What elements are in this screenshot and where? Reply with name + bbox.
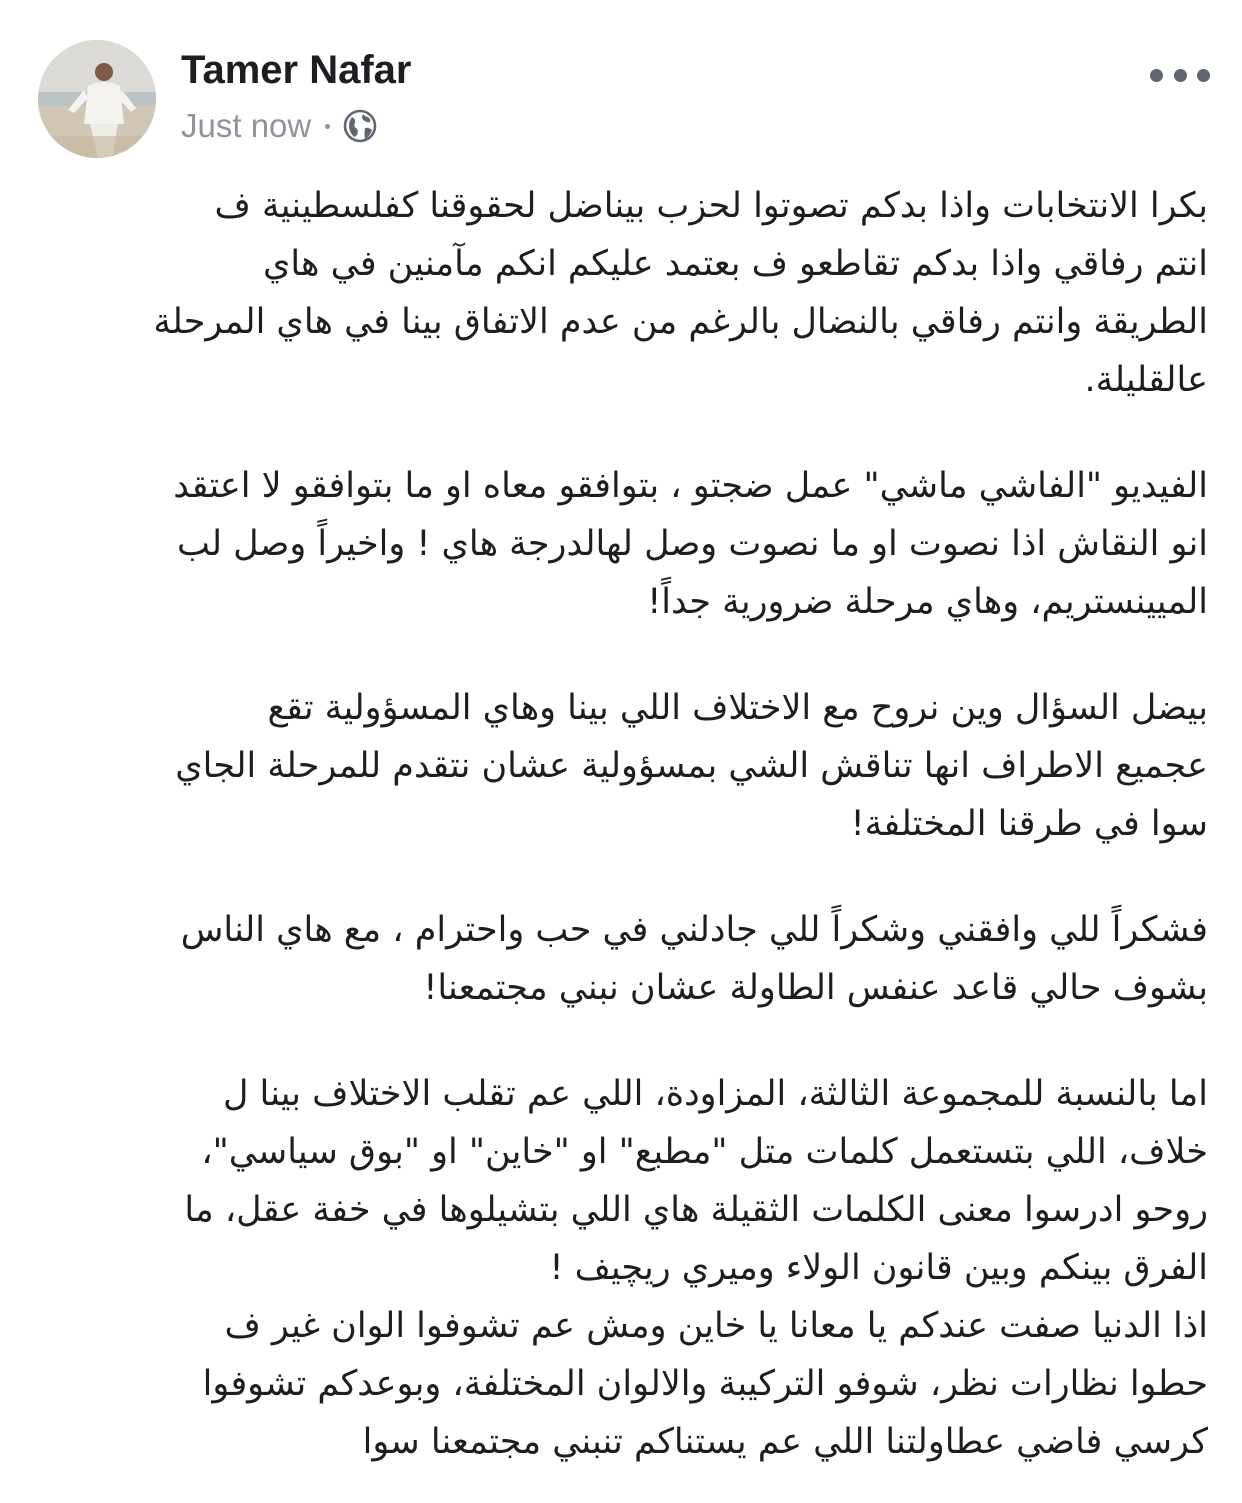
text-line: بكرا الانتخابات واذا بدكم تصوتوا لحزب بيناضل لحقوقنا كفلسطينية ف	[214, 186, 1208, 226]
text-line: بشوف حالي قاعد عنفس الطاولة عشان نبني مجتمعنا!	[423, 968, 1208, 1008]
paragraph-gap	[36, 1017, 1208, 1065]
meta-separator-dot	[325, 124, 330, 129]
text-line: الطريقة وانتم رفاقي بالنضال بالرغم من عدم الاتفاق بينا في هاي المرحلة	[153, 302, 1208, 342]
more-options-icon	[1150, 69, 1163, 82]
text-line: انتم رفاقي واذا بدكم تقاطعو ف بعتمد عليكم انكم مآمنين في هاي	[263, 244, 1208, 284]
paragraph	[36, 901, 1208, 1017]
text-line: حطوا نظارات نظر، شوفو التركيبة والالوان المختلفة، وبوعدكم تشوفوا	[202, 1364, 1208, 1404]
paragraph-gap	[36, 409, 1208, 457]
paragraph	[36, 177, 1208, 409]
text-line: بيضل السؤال وين نروح مع الاختلاف اللي بينا وهاي المسؤولية تقع	[267, 688, 1208, 728]
text-line: الميينستريم، وهاي مرحلة ضرورية جداً!	[647, 582, 1208, 622]
text-line: خلاف، اللي بتستعمل كلمات متل "مطبع" او "خاين" او "بوق سياسي"،	[201, 1132, 1208, 1172]
paragraph	[36, 1065, 1208, 1471]
avatar[interactable]	[38, 40, 156, 158]
text-line: روحو ادرسوا معنى الكلمات الثقيلة هاي اللي بتشيلوها في خفة عقل، ما	[184, 1190, 1208, 1230]
globe-icon[interactable]	[343, 109, 377, 143]
paragraph	[36, 679, 1208, 853]
text-line: كرسي فاضي عطاولتنا اللي عم يستناكم تنبني مجتمعنا سوا	[362, 1422, 1208, 1462]
paragraph	[36, 457, 1208, 631]
more-options-icon	[1197, 69, 1210, 82]
text-line: عالقليلة.	[1084, 360, 1208, 400]
avatar-photo	[38, 40, 156, 158]
text-line: اذا الدنيا صفت عندكم يا معانا يا خاين ومش عم تشوفوا الوان غير ف	[224, 1306, 1208, 1346]
author-name[interactable]: Tamer Nafar	[181, 48, 412, 92]
post-text	[36, 177, 1208, 1471]
text-line: انو النقاش اذا نصوت او ما نصوت وصل لهالدرجة هاي ! واخيراً وصل لب	[176, 524, 1208, 564]
paragraph-gap	[36, 631, 1208, 679]
text-line: الفرق بينكم وبين قانون الولاء وميري ريچيف !	[549, 1248, 1208, 1288]
post-header	[38, 40, 1210, 160]
text-line: اما بالنسبة للمجموعة الثالثة، المزاودة، اللي عم تقلب الاختلاف بينا ل	[222, 1074, 1208, 1114]
more-options-icon	[1174, 69, 1187, 82]
paragraph-gap	[36, 853, 1208, 901]
text-line: الفيديو "الفاشي ماشي" عمل ضجتو ، بتوافقو معاه او ما بتوافقو لا اعتقد	[173, 466, 1208, 506]
text-line: عجميع الاطراف انها تناقش الشي بمسؤولية عشان نتقدم للمرحلة الجاي	[175, 746, 1208, 786]
post-meta	[181, 104, 377, 148]
text-line: سوا في طرقنا المختلفة!	[850, 804, 1208, 844]
post-timestamp[interactable]: Just now	[181, 107, 312, 144]
more-options-button[interactable]	[1150, 60, 1210, 90]
text-line: فشكراً للي وافقني وشكراً للي جادلني في حب واحترام ، مع هاي الناس	[180, 910, 1208, 950]
